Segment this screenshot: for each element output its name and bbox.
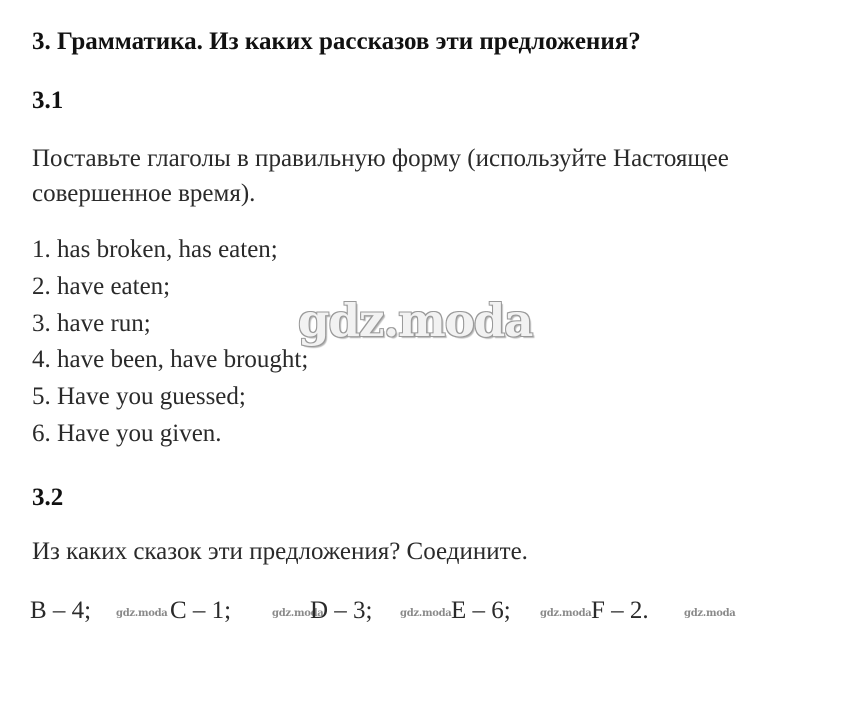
answers-list: [32, 232, 308, 453]
answer-item: 2. have eaten;: [32, 272, 171, 300]
section-3-1-instruction: [32, 141, 729, 211]
watermark-small: gdz.moda: [400, 608, 452, 619]
instruction-line: Поставьте глаголы в правильную форму (используйте Настоящее: [32, 145, 729, 172]
answer-item: 5. Have you guessed;: [32, 383, 246, 411]
match-item: D – 3;: [310, 597, 373, 624]
section-3-1-number: 3.1: [32, 87, 64, 114]
section-3-2-number: 3.2: [32, 484, 64, 511]
watermark-small: gdz.moda: [272, 608, 324, 619]
match-item: F – 2.: [591, 597, 649, 624]
match-item: B – 4;: [30, 597, 92, 624]
watermark-small: gdz.moda: [116, 608, 168, 619]
match-item: C – 1;: [170, 597, 232, 624]
match-item: E – 6;: [451, 597, 511, 624]
answer-item: 1. has broken, has eaten;: [32, 236, 278, 263]
page-heading: 3. Грамматика. Из каких рассказов эти предложения?: [32, 28, 641, 55]
watermark-main: gdz.moda: [298, 294, 533, 347]
answer-item: 3. have run;: [32, 309, 151, 337]
instruction-line: совершенное время).: [32, 180, 256, 207]
section-3-2-instruction: Из каких сказок эти предложения? Соедините.: [32, 538, 528, 565]
watermark-small: gdz.moda: [684, 608, 736, 619]
answer-item: 4. have been, have brought;: [32, 346, 309, 374]
answer-item: 6. Have you given.: [32, 419, 222, 447]
watermark-small: gdz.moda: [540, 608, 592, 619]
